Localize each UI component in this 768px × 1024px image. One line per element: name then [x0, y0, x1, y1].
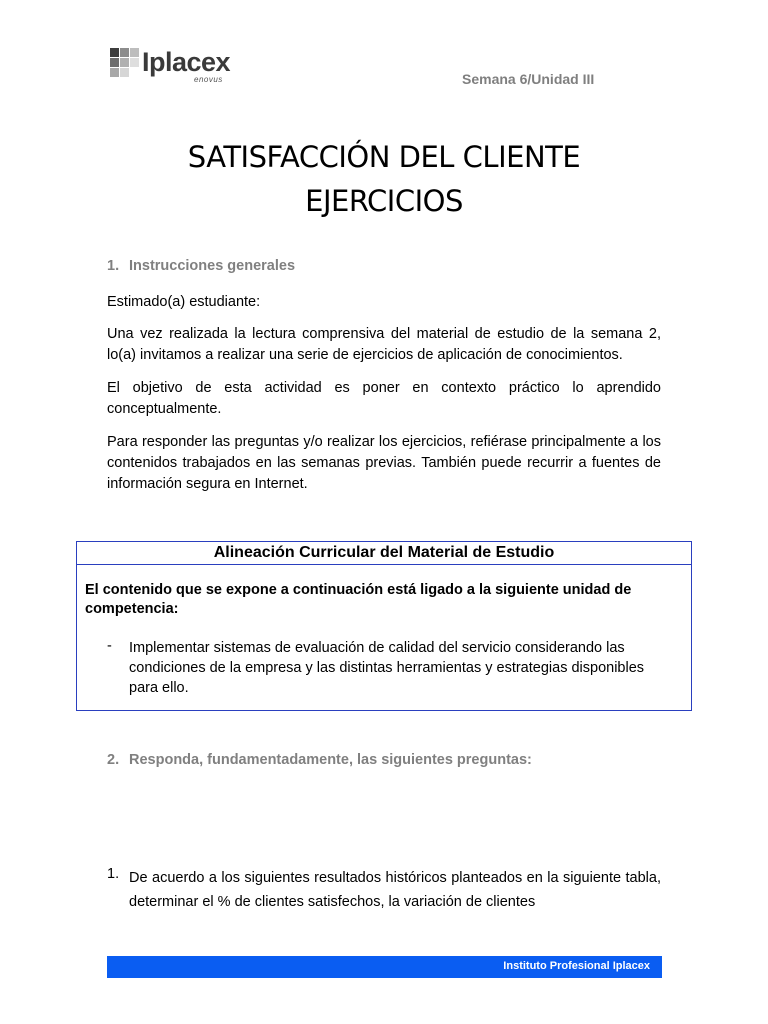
question-text: De acuerdo a los siguientes resultados históricos planteados en la siguiente tabla, determinar el % de clientes satisfechos, la variación de clientes — [129, 870, 661, 910]
section-number: 1. — [107, 258, 120, 274]
document-title: SATISFACCIÓN DEL CLIENTE — [187, 140, 581, 174]
week-label: Semana 6/Unidad III — [462, 71, 595, 87]
question-number: 1. — [107, 866, 120, 882]
curricular-alignment-box — [76, 541, 692, 711]
footer-institution: Instituto Profesional Iplacex — [503, 960, 650, 972]
alignment-box-lead: El contenido que se expone a continuación está ligado a la siguiente unidad de competencia: — [85, 582, 632, 617]
competency-item: Implementar sistemas de evaluación de calidad del servicio considerando las condiciones de la empresa y las distintas herramientas y estrategias disponibles para ello. — [129, 640, 645, 696]
alignment-box-heading: Alineación Curricular del Material de Estudio — [77, 542, 691, 565]
section-heading-instructions — [107, 258, 295, 274]
bullet-dash: - — [107, 638, 112, 654]
section-title: Instrucciones generales — [129, 258, 296, 274]
section-title: Responda, fundamentadamente, las siguientes preguntas: — [129, 752, 532, 768]
section-heading-questions — [107, 752, 532, 768]
logo-text: Iplacex — [142, 47, 231, 77]
document-subtitle: EJERCICIOS — [305, 184, 463, 218]
iplacex-logo — [110, 48, 240, 86]
objective-paragraph: El objetivo de esta actividad es poner en contexto práctico lo aprendido conceptualmente. — [107, 380, 661, 417]
footer-bar — [107, 956, 662, 978]
logo-subtext: enovus — [194, 75, 223, 84]
instructions-paragraph: Para responder las preguntas y/o realizar los ejercicios, refiérase principalmente a los contenidos trabajados en las semanas previas. También puede recurrir a fuentes de información segura en Internet. — [107, 434, 661, 492]
intro-paragraph: Una vez realizada la lectura comprensiva del material de estudio de la semana 2, lo(a) invitamos a realizar una serie de ejercicios de aplicación de conocimientos. — [107, 326, 661, 363]
section-number: 2. — [107, 752, 120, 768]
greeting-paragraph: Estimado(a) estudiante: — [107, 294, 261, 310]
logo-squares-icon — [110, 48, 140, 78]
